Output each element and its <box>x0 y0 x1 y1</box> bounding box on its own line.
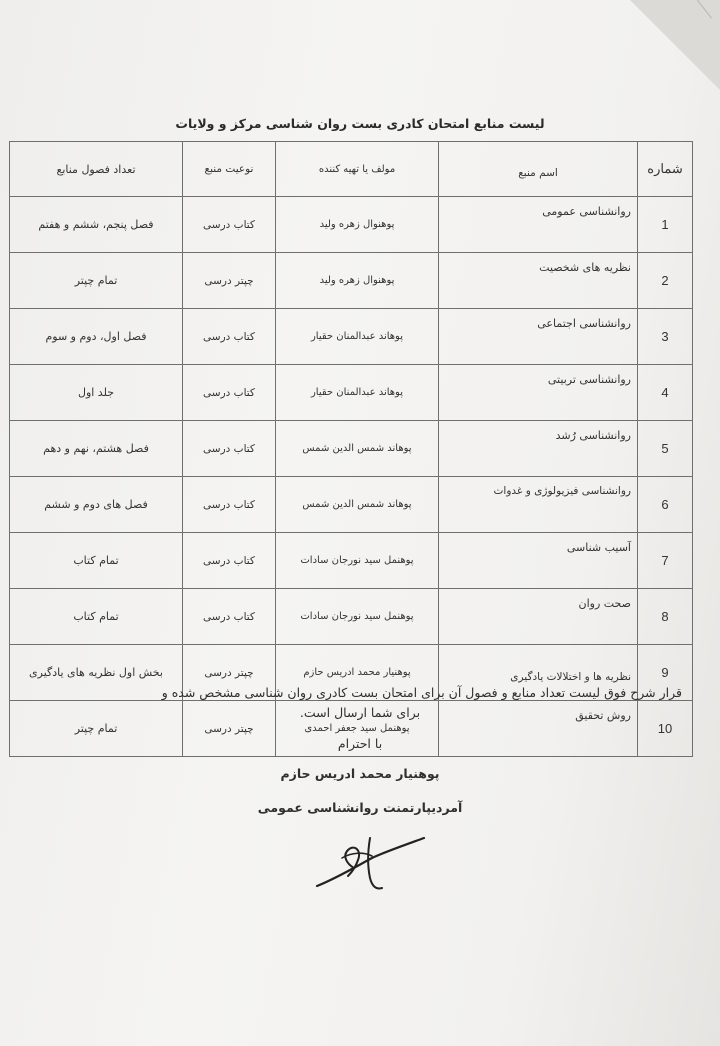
header-author: مولف یا تهیه کننده <box>276 142 439 197</box>
table-row <box>10 309 693 365</box>
cell-source-type: چپتر درسی <box>183 701 276 757</box>
cell-source-type: کتاب درسی <box>183 421 276 477</box>
cell-source-type: چپتر درسی <box>183 645 276 701</box>
table-row <box>10 533 693 589</box>
cell-author: پوهاند شمس الدین شمس <box>276 477 439 533</box>
cell-author: پوهنوال زهره ولید <box>276 253 439 309</box>
cell-number: 2 <box>638 253 693 309</box>
cell-source-type: کتاب درسی <box>183 589 276 645</box>
header-source-name: اسم منبع <box>439 142 638 197</box>
cell-number: 10 <box>638 701 693 757</box>
cell-source-name: روانشناسی رُشد <box>439 421 638 477</box>
cell-source-name: آسیب شناسی <box>439 533 638 589</box>
cell-number: 9 <box>638 645 693 701</box>
cell-source-type: چپتر درسی <box>183 253 276 309</box>
cell-source-name: روانشناسی اجتماعی <box>439 309 638 365</box>
cell-author: پوهاند شمس الدین شمس <box>276 421 439 477</box>
cell-source-type: کتاب درسی <box>183 477 276 533</box>
header-chapters: تعداد فصول منابع <box>10 142 183 197</box>
cell-author: پوهنمل سید جعفر احمدی <box>276 701 439 757</box>
cell-source-name: نظریه های شخصیت <box>439 253 638 309</box>
cell-number: 8 <box>638 589 693 645</box>
cell-source-name: روانشناسی تربیتی <box>439 365 638 421</box>
cell-source-name: روش تحقیق <box>439 701 638 757</box>
cell-number: 3 <box>638 309 693 365</box>
table-row <box>10 253 693 309</box>
cell-source-name: روانشناسی فیزیولوژی و غدوات <box>439 477 638 533</box>
cell-source-name: روانشناسی عمومی <box>439 197 638 253</box>
cell-author: پوهنوال زهره ولید <box>276 197 439 253</box>
regards-text: با احترام <box>337 736 383 751</box>
cell-source-name: نظریه ها و اختلالات یادگیری <box>439 645 638 701</box>
signatory-title: آمردیپارتمنت روانشناسی عمومی <box>257 800 463 815</box>
cell-source-type: کتاب درسی <box>183 533 276 589</box>
table-row <box>10 365 693 421</box>
cell-chapters: تمام چپتر <box>10 253 183 309</box>
cell-chapters: فصل های دوم و ششم <box>10 477 183 533</box>
document-title: لیست منابع امتحان کادری بست روان شناسی مرکز و ولایات <box>175 116 545 131</box>
cell-source-type: کتاب درسی <box>183 365 276 421</box>
cell-chapters: تمام کتاب <box>10 589 183 645</box>
cell-number: 4 <box>638 365 693 421</box>
cell-number: 1 <box>638 197 693 253</box>
table-header-row <box>10 142 693 197</box>
closing-paragraph-line-1: قرار شرح فوق لیست تعداد منابع و فصول آن برای امتحان بست کادری روان شناسی مشخص شده و <box>161 685 682 700</box>
cell-number: 6 <box>638 477 693 533</box>
sources-table <box>9 141 693 757</box>
signatory-name: پوهنیار محمد ادریس حازم <box>280 766 440 781</box>
table-row <box>10 477 693 533</box>
cell-chapters: جلد اول <box>10 365 183 421</box>
cell-chapters: فصل اول، دوم و سوم <box>10 309 183 365</box>
cell-chapters: تمام چپتر <box>10 701 183 757</box>
table-row <box>10 197 693 253</box>
closing-paragraph-line-2: برای شما ارسال است. <box>299 705 421 720</box>
cell-author: پوهاند عبدالمنان حقیار <box>276 309 439 365</box>
cell-chapters: فصل هشتم، نهم و دهم <box>10 421 183 477</box>
cell-chapters: تمام کتاب <box>10 533 183 589</box>
cell-author: پوهنمل سید نورجان سادات <box>276 589 439 645</box>
cell-number: 7 <box>638 533 693 589</box>
table-row <box>10 589 693 645</box>
cell-chapters: فصل پنجم، ششم و هفتم <box>10 197 183 253</box>
handwritten-signature <box>312 828 432 898</box>
cell-source-name: صحت روان <box>439 589 638 645</box>
cell-source-type: کتاب درسی <box>183 197 276 253</box>
cell-author: پوهاند عبدالمنان حقیار <box>276 365 439 421</box>
cell-chapters: بخش اول نظریه های یادگیری <box>10 645 183 701</box>
header-source-type: نوعیت منبع <box>183 142 276 197</box>
cell-author: پوهنمل سید نورجان سادات <box>276 533 439 589</box>
cell-source-type: کتاب درسی <box>183 309 276 365</box>
cell-number: 5 <box>638 421 693 477</box>
cell-author: پوهنیار محمد ادریس حازم <box>276 645 439 701</box>
table-row <box>10 421 693 477</box>
header-number: شماره <box>638 142 693 197</box>
